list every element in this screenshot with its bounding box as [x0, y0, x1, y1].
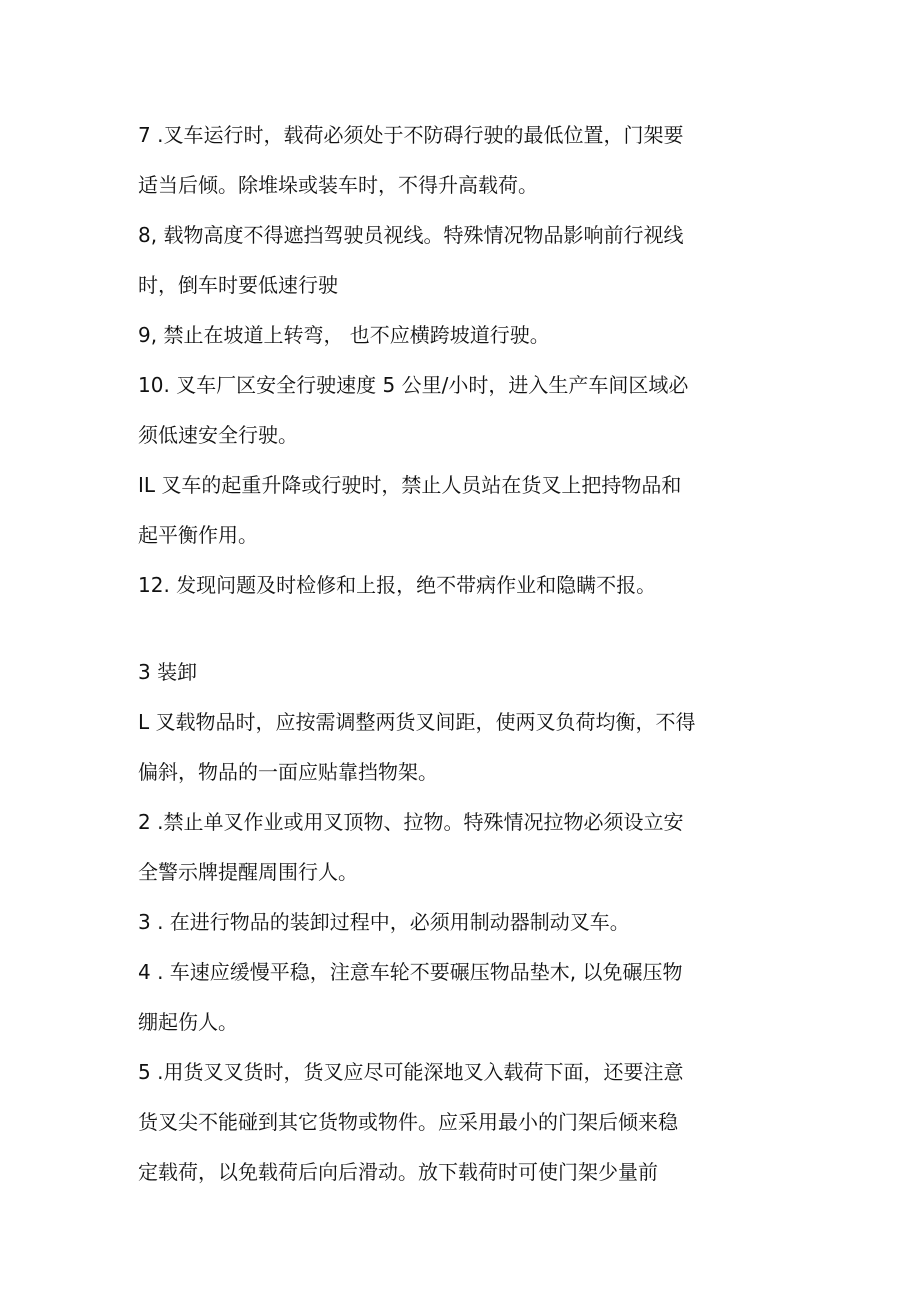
text-line: 时，倒车时要低速行驶: [138, 273, 338, 297]
text-line: 8, 载物高度不得遮挡驾驶员视线。特殊情况物品影响前行视线: [138, 223, 684, 247]
document-body: [138, 110, 788, 1197]
list-item-8: [138, 210, 788, 310]
text-line: 定载荷，以免载荷后向后滑动。放下载荷时可使门架少量前: [138, 1160, 658, 1184]
text-line: 货叉尖不能碰到其它货物或物件。应采用最小的门架后倾来稳: [138, 1110, 678, 1134]
text-line: 7 .叉车运行时，载荷必须处于不防碍行驶的最低位置，门架要: [138, 123, 684, 147]
list-item-3: [138, 897, 788, 947]
text-line: 适当后倾。除堆垛或装车时，不得升高载荷。: [138, 173, 538, 197]
list-item-1: [138, 697, 788, 797]
text-line: L 叉载物品时，应按需调整两货叉间距，使两叉负荷均衡，不得: [138, 710, 696, 734]
text-line: 12. 发现问题及时检修和上报，绝不带病作业和隐瞒不报。: [138, 573, 657, 597]
list-item-10: [138, 360, 788, 460]
text-line: 10. 叉车厂区安全行驶速度 5 公里/小时，进入生产车间区域必: [138, 373, 689, 397]
text-line: 全警示牌提醒周围行人。: [138, 860, 358, 884]
text-line: 起平衡作用。: [138, 523, 258, 547]
text-line: 2 .禁止单叉作业或用叉顶物、拉物。特殊情况拉物必须设立安: [138, 810, 684, 834]
list-item-9: [138, 310, 788, 360]
text-line: 4 . 车速应缓慢平稳，注意车轮不要碾压物品垫木, 以免碾压物: [138, 960, 683, 984]
text-line: 偏斜，物品的一面应贴靠挡物架。: [138, 760, 438, 784]
section-gap: [138, 610, 788, 647]
text-line: 3 . 在进行物品的装卸过程中，必须用制动器制动叉车。: [138, 910, 630, 934]
text-line: 9, 禁止在坡道上转弯， 也不应横跨坡道行驶。: [138, 323, 550, 347]
text-line: 须低速安全行驶。: [138, 423, 298, 447]
text-line: 绷起伤人。: [138, 1010, 238, 1034]
list-item-11: [138, 460, 788, 560]
list-item-7: [138, 110, 788, 210]
list-item-12: [138, 560, 788, 610]
list-item-5: [138, 1047, 788, 1197]
list-item-4: [138, 947, 788, 1047]
section-heading-text: 3 装卸: [138, 660, 198, 684]
section-heading: [138, 647, 788, 697]
list-item-2: [138, 797, 788, 897]
text-line: IL 叉车的起重升降或行驶时，禁止人员站在货叉上把持物品和: [138, 473, 682, 497]
text-line: 5 .用货叉叉货时，货叉应尽可能深地叉入载荷下面，还要注意: [138, 1060, 684, 1084]
